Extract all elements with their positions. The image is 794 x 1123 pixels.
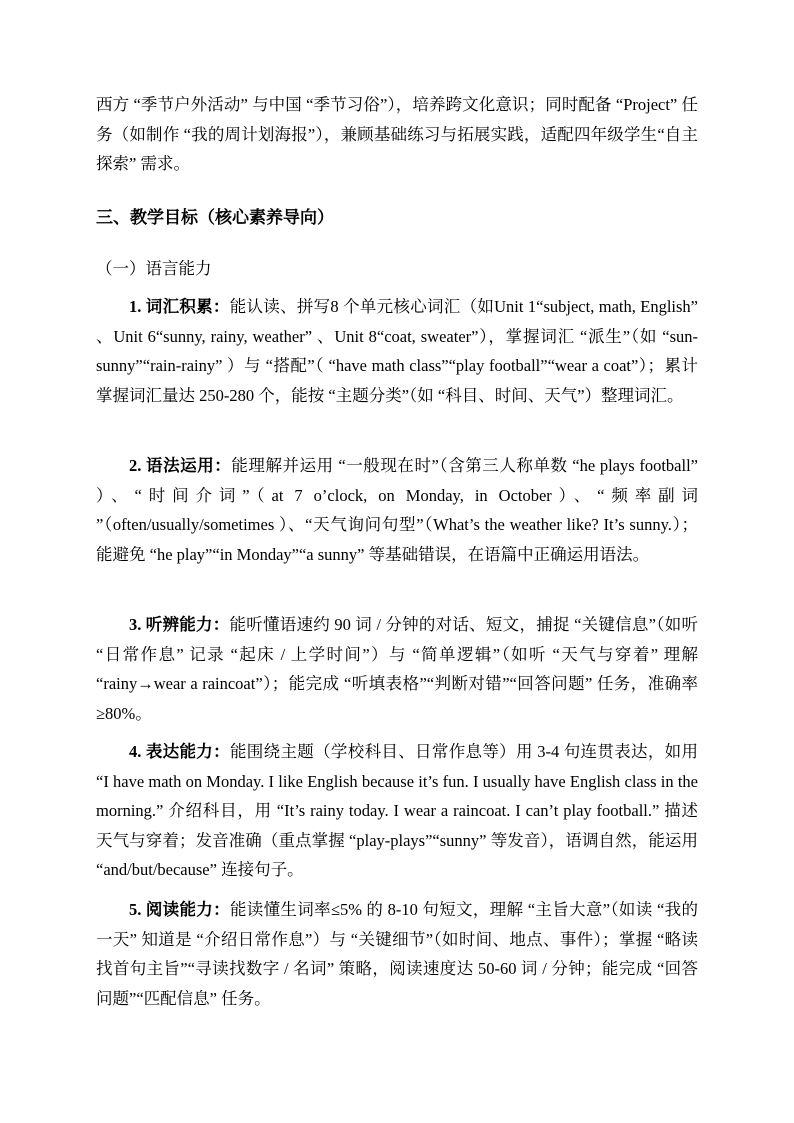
objective-speaking bbox=[96, 737, 698, 885]
objective-lead: 3. 听辨能力： bbox=[129, 615, 230, 634]
objective-lead: 1. 词汇积累： bbox=[129, 297, 230, 316]
subsection-heading: （一）语言能力 bbox=[96, 259, 212, 278]
objective-text: 能认读、拼写8 个单元核心词汇（如Unit 1“subject, math, English” 、Unit 6“sunny, rainy, weather” 、Unit 8“coat, sweater”），掌握词汇 “派生”（如 “sun-sunny”“rain-rainy” ）与 “搭配”（ “have math class”“play football”“wear a coat”）；累计掌握词汇量达 250-280 个，能按 “主题分类”（如 “科目、时间、天气”）整理词汇。 bbox=[96, 297, 699, 405]
objective-vocabulary bbox=[96, 292, 698, 410]
objective-text: 能读懂生词率≤5% 的 8-10 句短文，理解 “主旨大意”（如读 “我的一天” 知道是 “介绍日常作息”）与 “关键细节”（如时间、地点、事件）；掌握 “略读找首句主旨”“寻读找数字 / 名词” 策略，阅读速度达 50-60 词 / 分钟；能完成 “回答问题”“匹配信息” 任务。 bbox=[96, 900, 699, 1008]
objective-text: 能理解并运用 “一般现在时”（含第三人称单数 “he plays football” ）、“时间介词”（at 7 o’clock, on Monday, in October）、“频率副词 ”（often/usually/sometimes ）、“天气询问句型”（What’s the weather like? It’s sunny.）；能避免 “he play”“in Monday”“a sunny” 等基础错误，在语篇中正确运用语法。 bbox=[96, 456, 698, 564]
objective-grammar bbox=[96, 451, 698, 569]
objective-text: 能听懂语速约 90 词 / 分钟的对话、短文，捕捉 “关键信息”（如听 “日常作息” 记录 “起床 / 上学时间”）与 “简单逻辑”（如听 “天气与穿着” 理解 “rainy→wear a raincoat”）；能完成 “听填表格”“判断对错”“回答问题” 任务，准确率≥80%。 bbox=[96, 615, 699, 723]
objective-lead: 5. 阅读能力： bbox=[129, 900, 230, 919]
objective-reading bbox=[96, 895, 698, 1013]
objective-lead: 2. 语法运用： bbox=[129, 456, 232, 475]
objective-lead: 4. 表达能力： bbox=[129, 742, 230, 761]
objective-listening bbox=[96, 610, 698, 728]
intro-paragraph: 西方 “季节户外活动” 与中国 “季节习俗”），培养跨文化意识；同时配备 “Project” 任务（如制作 “我的周计划海报”），兼顾基础练习与拓展实践，适配四年级学生“自主探索” 需求。 bbox=[96, 95, 698, 173]
objective-text: 能围绕主题（学校科目、日常作息等）用 3-4 句连贯表达，如用 “I have math on Monday. I like English because it’s fun. I usually have English class in the morning.” 介绍科目，用 “It’s rainy today. I wear a raincoat. I can’t play football.” 描述天气与穿着；发音准确（重点掌握 “play-plays”“sunny” 等发音），语调自然，能运用 “and/but/because” 连接句子。 bbox=[96, 742, 699, 879]
section-heading: 三、教学目标（核心素养导向） bbox=[96, 208, 334, 227]
